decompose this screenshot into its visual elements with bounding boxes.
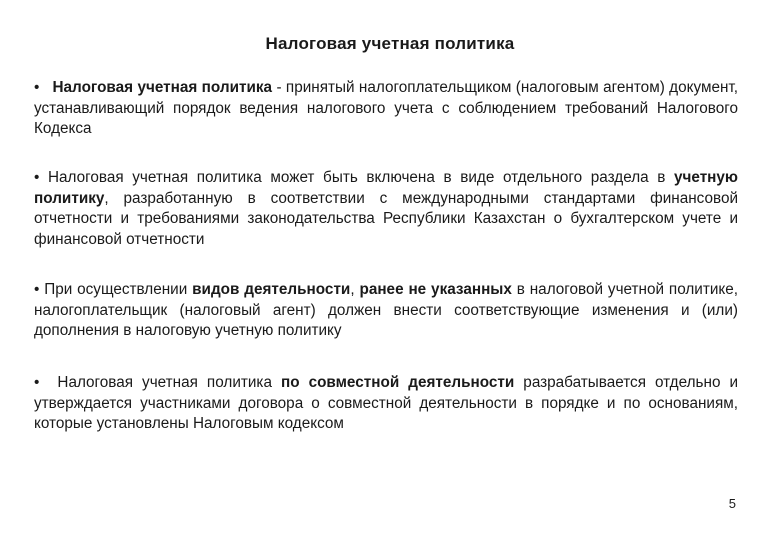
paragraph-text: разрабатывается отдельно и утверждается участниками договора о совместной деятельности в порядке и по основаниям, которые установлены Налоговым кодексом — [34, 374, 739, 432]
bold-term: видов деятельности — [192, 281, 351, 298]
bullet-paragraph-4 — [34, 373, 738, 435]
paragraph-text: - принятый налогоплательщиком (налоговым агентом) документ, устанавливающий порядок ведения налогового учета с соблюдением требований Налогового Кодекса — [34, 79, 738, 137]
bold-term: ранее не указанных — [359, 281, 512, 298]
paragraph-text: , — [350, 281, 360, 298]
paragraph-text: Налоговая учетная политика может быть включена в виде отдельного раздела в — [47, 169, 674, 186]
bullet-paragraph-1 — [34, 78, 738, 140]
bullet-marker: • — [34, 374, 40, 391]
bullet-marker: • — [34, 169, 40, 186]
bullet-marker: • — [34, 79, 40, 96]
page-number: 5 — [728, 496, 736, 511]
bullet-paragraph-2 — [34, 168, 738, 250]
paragraph-text: Налоговая учетная политика — [57, 374, 281, 391]
paragraph-text: , разработанную в соответствии с международными стандартами финансовой отчетности и требованиями законодательства Республики Казахстан о бухгалтерском учете и финансовой отчетности — [34, 189, 738, 248]
paragraph-text: При осуществлении — [44, 281, 193, 298]
bold-term: Налоговая учетная политика — [52, 79, 273, 96]
slide-title: Налоговая учетная политика — [265, 34, 515, 53]
bullet-paragraph-3 — [34, 280, 738, 342]
bullet-marker: • — [34, 281, 40, 298]
bold-term: по совместной деятельности — [280, 374, 515, 391]
bold-term: учетную политику — [34, 169, 738, 207]
paragraph-text: в налоговой учетной политике, налогоплательщик (налоговый агент) должен внести соответствующие изменения и (или) дополнения в налоговую учетную политику — [34, 281, 739, 339]
